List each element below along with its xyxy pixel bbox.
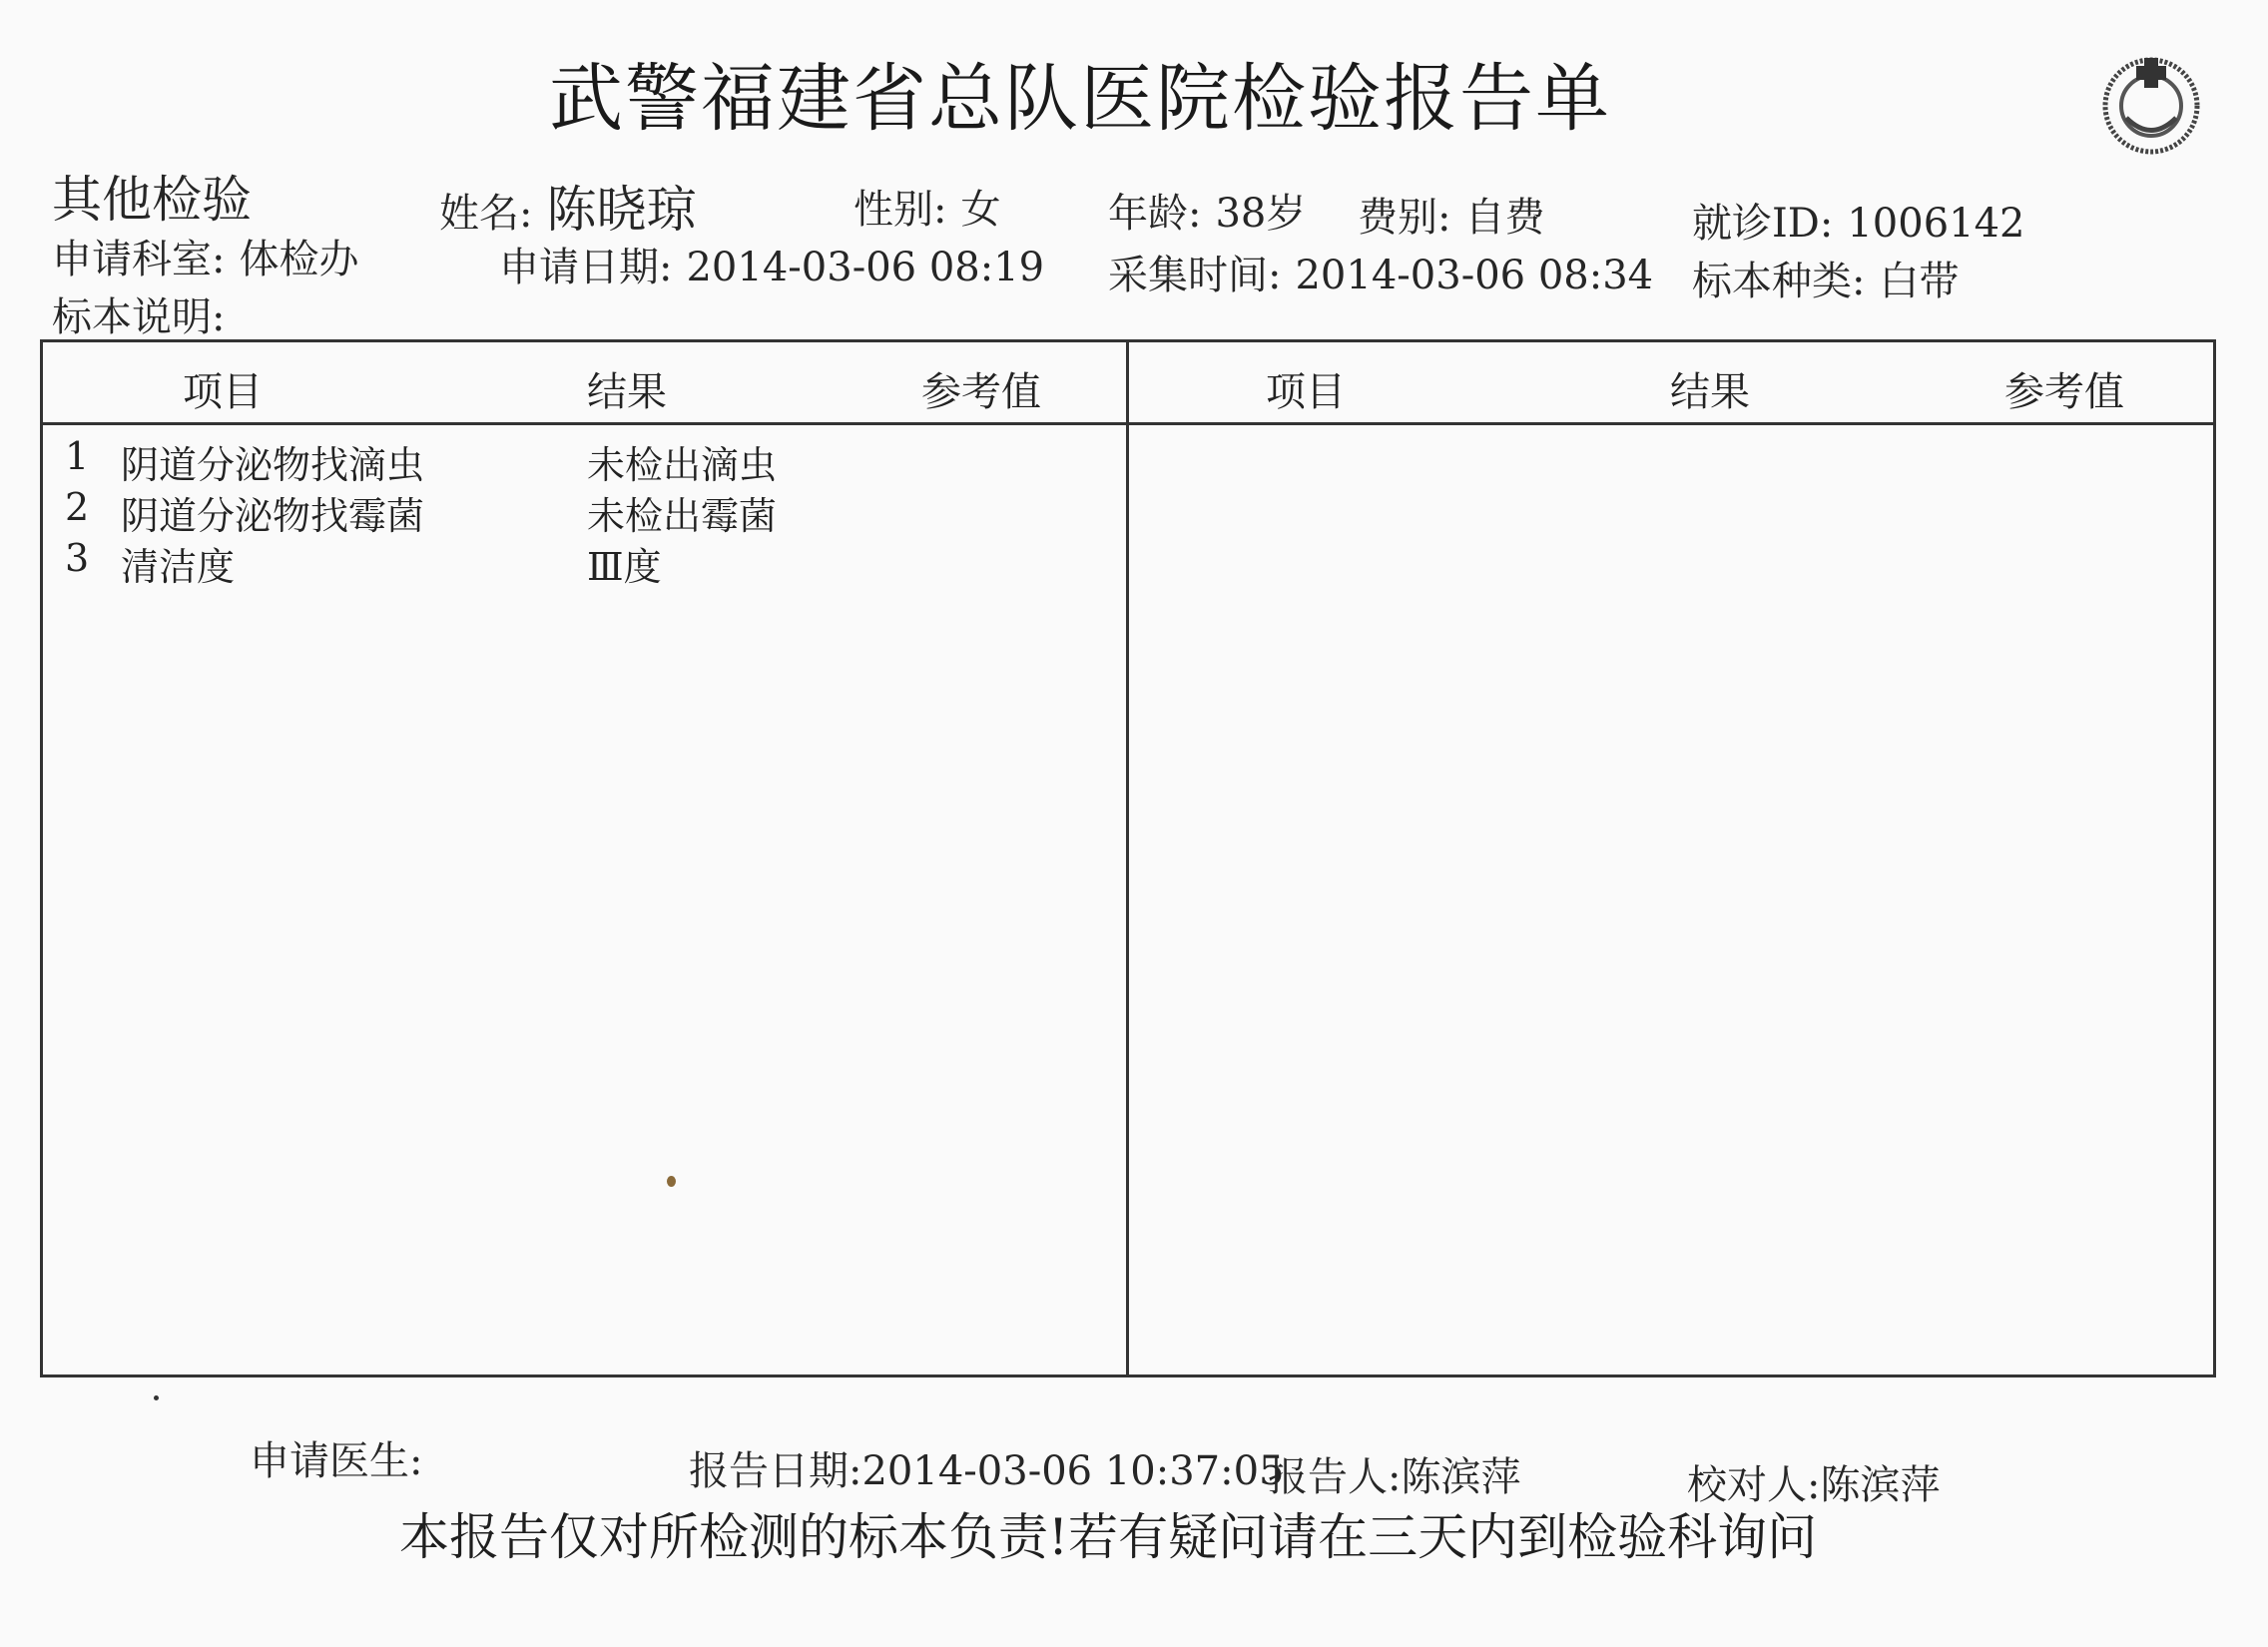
reporter xyxy=(1268,1445,1520,1502)
fee-value: 自费 xyxy=(1464,195,1545,241)
fee-label: 费别: xyxy=(1358,195,1451,241)
row-number: 3 xyxy=(65,536,90,580)
collect-time-value: 2014-03-06 08:34 xyxy=(1295,253,1654,298)
patient-name xyxy=(439,170,696,242)
checker-label: 校对人: xyxy=(1687,1462,1821,1508)
collect-time xyxy=(1108,244,1653,300)
apply-date xyxy=(499,236,1044,292)
col-header-result-left: 结果 xyxy=(587,369,667,415)
gender-value: 女 xyxy=(960,187,1001,233)
specimen-type-value: 白带 xyxy=(1879,259,1960,304)
dept-label: 申请科室: xyxy=(52,237,226,282)
name-value: 陈晓琼 xyxy=(546,181,697,239)
visit-id-value: 1006142 xyxy=(1847,201,2025,247)
col-header-result-right: 结果 xyxy=(1670,369,1750,415)
patient-gender xyxy=(853,178,1000,235)
doctor-label: 申请医生: xyxy=(250,1438,423,1484)
visit-id xyxy=(1692,192,2025,249)
dept-value: 体检办 xyxy=(239,237,359,282)
apply-date-value: 2014-03-06 08:19 xyxy=(686,245,1045,290)
report-date-value: 2014-03-06 10:37:05 xyxy=(861,1448,1285,1494)
fee-type xyxy=(1358,186,1544,243)
report-date xyxy=(689,1439,1284,1496)
request-doctor xyxy=(250,1429,422,1486)
age-label: 年龄: xyxy=(1108,191,1202,237)
patient-age xyxy=(1108,182,1306,239)
row-result: Ⅲ度 xyxy=(587,545,662,589)
specimen-type-label: 标本种类: xyxy=(1692,259,1866,304)
table-row xyxy=(43,485,1121,538)
hospital-emblem-icon xyxy=(2096,48,2206,168)
checker-value: 陈滨萍 xyxy=(1820,1462,1941,1508)
results-table xyxy=(40,339,2216,1377)
paper-speck xyxy=(667,1176,676,1187)
specimen-type xyxy=(1692,250,1959,306)
report-category: 其他检验 xyxy=(52,171,252,229)
table-row xyxy=(43,536,1121,589)
visit-id-label: 就诊ID: xyxy=(1692,201,1834,247)
header-rule-right xyxy=(1129,422,2213,425)
row-number: 1 xyxy=(65,434,90,478)
specimen-note xyxy=(52,285,225,342)
apply-date-label: 申请日期: xyxy=(499,245,673,290)
row-result: 未检出霉菌 xyxy=(587,494,778,538)
report-title: 武警福建省总队医院检验报告单 xyxy=(549,56,1611,142)
reporter-label: 报告人: xyxy=(1268,1454,1402,1500)
report-notice: 本报告仅对所检测的标本负责!若有疑问请在三天内到检验科询问 xyxy=(399,1508,1818,1566)
name-label: 姓名: xyxy=(439,191,533,237)
gender-label: 性别: xyxy=(853,187,947,233)
report-date-label: 报告日期: xyxy=(689,1448,862,1494)
col-header-reference-left: 参考值 xyxy=(921,369,1041,415)
table-row xyxy=(43,434,1121,487)
col-header-item-right: 项目 xyxy=(1266,369,1346,415)
row-item: 清洁度 xyxy=(121,545,236,589)
reporter-value: 陈滨萍 xyxy=(1401,1454,1521,1500)
row-number: 2 xyxy=(65,485,90,529)
paper-speck xyxy=(154,1395,159,1400)
header-rule-left xyxy=(43,422,1126,425)
col-header-reference-right: 参考值 xyxy=(2004,369,2124,415)
specimen-note-label: 标本说明: xyxy=(52,294,226,340)
row-item: 阴道分泌物找霉菌 xyxy=(121,494,425,538)
table-divider xyxy=(1126,342,1129,1374)
row-result: 未检出滴虫 xyxy=(587,443,778,487)
age-value: 38岁 xyxy=(1215,191,1307,237)
col-header-item-left: 项目 xyxy=(183,369,263,415)
row-item: 阴道分泌物找滴虫 xyxy=(121,443,425,487)
collect-time-label: 采集时间: xyxy=(1108,253,1282,298)
apply-department xyxy=(52,228,358,284)
